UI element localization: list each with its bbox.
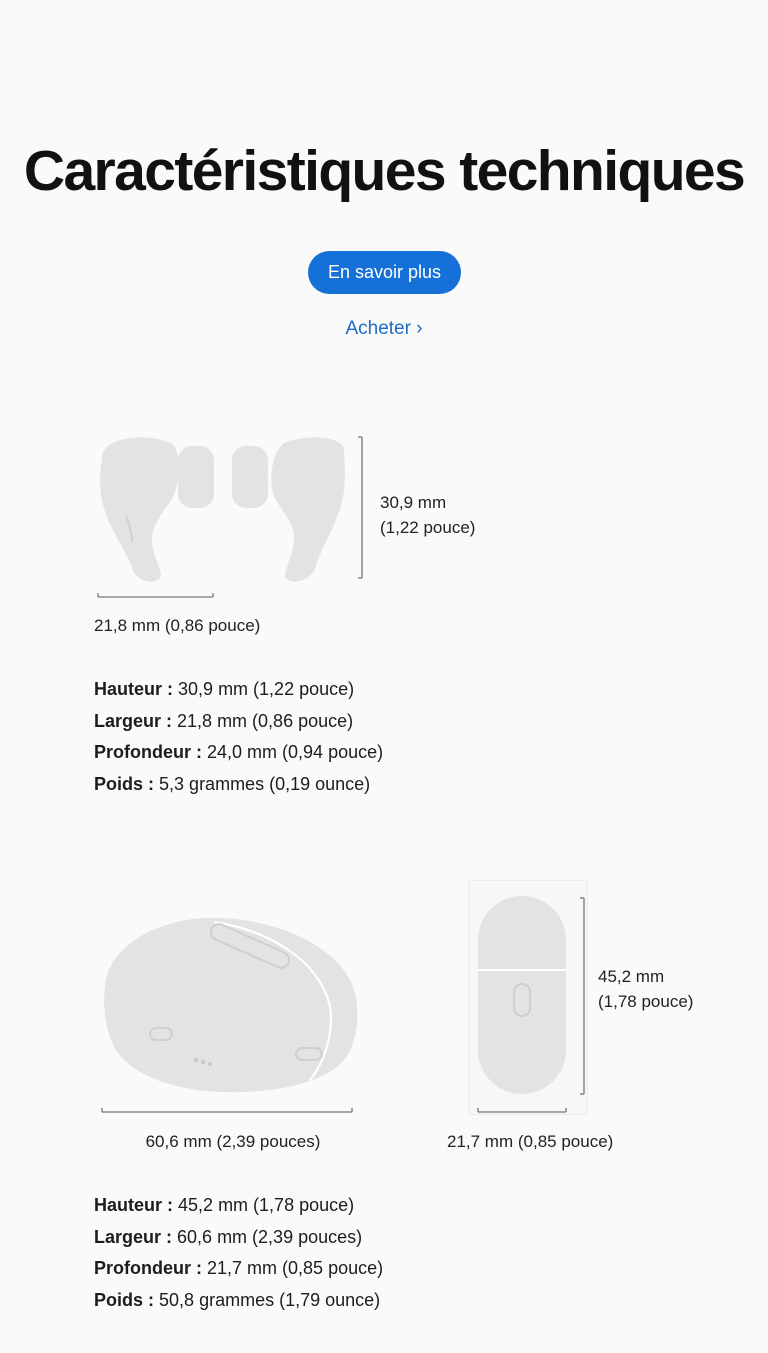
buy-link-label: Acheter bbox=[345, 318, 411, 339]
spec-value: 50,8 grammes (1,79 ounce) bbox=[159, 1289, 381, 1310]
spec-label: Hauteur : bbox=[94, 1195, 174, 1215]
airpods-height-dimension bbox=[380, 490, 475, 540]
spec-label: Profondeur : bbox=[94, 1258, 202, 1278]
case-height-dimension bbox=[598, 964, 693, 1014]
case-height-mm: 45,2 mm bbox=[598, 967, 665, 986]
spec-row-height bbox=[94, 674, 383, 706]
case-depth-dimension: 21,7 mm (0,85 pouce) bbox=[447, 1132, 614, 1151]
spec-value: 21,7 mm (0,85 pouce) bbox=[207, 1258, 384, 1278]
buy-link[interactable] bbox=[0, 318, 768, 340]
spec-value: 30,9 mm (1,22 pouce) bbox=[178, 679, 355, 699]
spec-row-width bbox=[94, 706, 383, 738]
airpods-height-mm: 30,9 mm bbox=[380, 493, 447, 512]
spec-label: Hauteur : bbox=[94, 679, 174, 699]
spec-row-depth bbox=[94, 1253, 383, 1285]
spec-value: 5,3 grammes (0,19 ounce) bbox=[159, 773, 371, 794]
spec-value: 21,8 mm (0,86 pouce) bbox=[177, 710, 354, 731]
chevron-right-icon: › bbox=[416, 318, 423, 339]
spec-row-weight bbox=[94, 769, 383, 801]
spec-label: Profondeur : bbox=[94, 742, 202, 762]
spec-label: Largeur : bbox=[94, 1226, 173, 1247]
airpods-icon bbox=[90, 430, 380, 600]
charging-case-side-icon bbox=[468, 880, 598, 1116]
spec-value: 60,6 mm (2,39 pouces) bbox=[177, 1226, 363, 1247]
page-title: Caractéristiques techniques bbox=[23, 139, 745, 203]
airpods-specs bbox=[94, 674, 383, 800]
airpods-height-inch: (1,22 pouce) bbox=[380, 518, 476, 537]
spec-row-weight bbox=[94, 1285, 383, 1317]
spec-label: Largeur : bbox=[94, 710, 173, 731]
spec-row-height bbox=[94, 1190, 383, 1222]
case-specs bbox=[94, 1190, 383, 1316]
airpods-width-dimension: 21,8 mm (0,86 pouce) bbox=[94, 616, 261, 635]
spec-label: Poids : bbox=[94, 1289, 155, 1310]
spec-value: 45,2 mm (1,78 pouce) bbox=[178, 1195, 355, 1215]
spec-row-width bbox=[94, 1222, 383, 1254]
case-width-dimension: 60,6 mm (2,39 pouces) bbox=[145, 1132, 321, 1151]
spec-value: 24,0 mm (0,94 pouce) bbox=[207, 742, 384, 762]
spec-label: Poids : bbox=[94, 773, 155, 794]
spec-row-depth bbox=[94, 737, 383, 769]
charging-case-icon bbox=[96, 910, 362, 1120]
learn-more-button[interactable]: En savoir plus bbox=[308, 251, 461, 294]
case-height-inch: (1,78 pouce) bbox=[598, 992, 694, 1011]
